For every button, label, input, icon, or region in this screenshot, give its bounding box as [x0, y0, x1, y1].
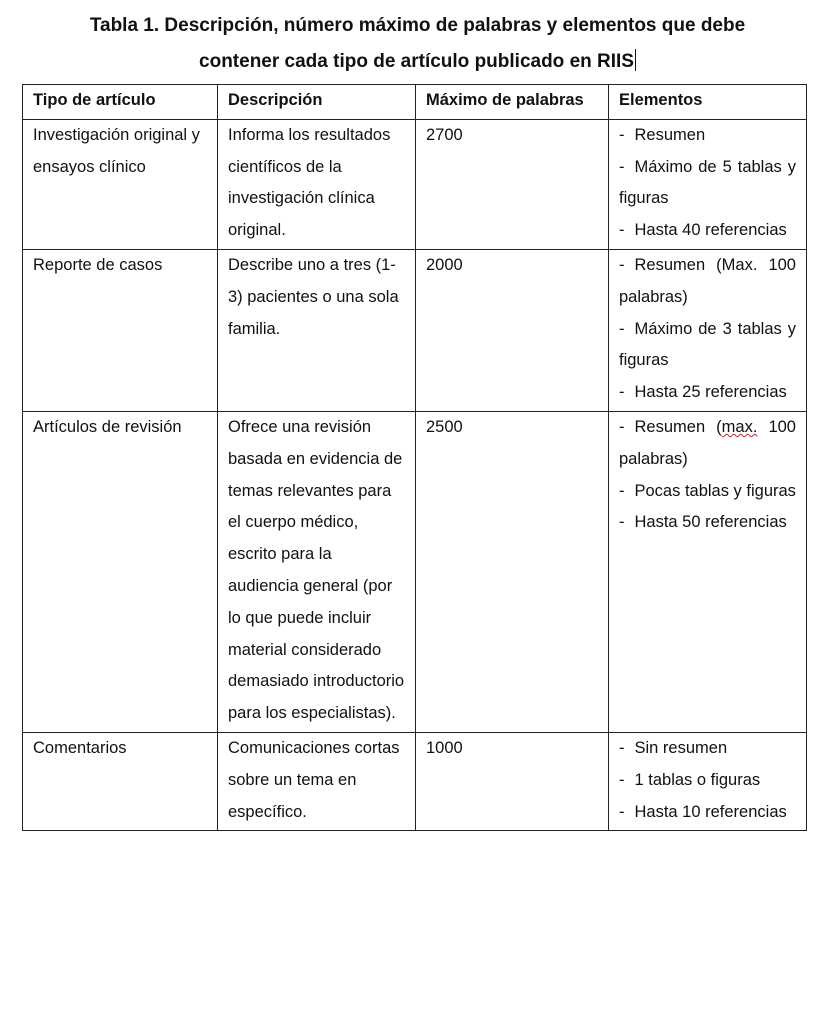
list-item-text: 1 tablas o figuras: [634, 770, 761, 789]
cell-maximo: 2700: [416, 119, 609, 249]
cell-maximo: 2000: [416, 249, 609, 411]
table-row: [23, 732, 807, 830]
list-item: [619, 377, 796, 409]
bullet-dash: -: [619, 770, 625, 789]
bullet-dash: -: [619, 221, 625, 240]
list-item: [619, 507, 796, 539]
text-cursor: [635, 49, 636, 71]
cell-descripcion: Informa los resultados científicos de la investigación clínica original.: [218, 119, 416, 249]
cell-elementos: [609, 249, 807, 411]
bullet-dash: -: [619, 513, 625, 532]
spellcheck-flagged-word: max.: [721, 417, 758, 436]
cell-elementos: [609, 119, 807, 249]
list-item: [619, 797, 796, 829]
cell-descripcion: Ofrece una revisión basada en evidencia de temas relevantes para el cuerpo médico, escrito para la audiencia general (por lo que puede incluir material considerado demasiado introductorio para los especialistas).: [218, 411, 416, 732]
cell-elementos: [609, 411, 807, 732]
list-item-text: Resumen: [634, 125, 706, 144]
bullet-dash: -: [619, 319, 625, 338]
cell-elementos: [609, 732, 807, 830]
bullet-dash: -: [619, 383, 625, 402]
cell-tipo: Artículos de revisión: [23, 411, 218, 732]
list-item: [619, 314, 796, 378]
list-item: [619, 152, 796, 216]
list-item-text: Hasta 50 referencias: [634, 513, 787, 532]
table-row: [23, 411, 807, 732]
list-item-text: 100 palabras): [619, 417, 796, 468]
list-item-text: Hasta 40 referencias: [634, 221, 787, 240]
list-item: [619, 412, 796, 476]
table-row: [23, 249, 807, 411]
list-item-text: Máximo de 3 tablas y figuras: [619, 319, 796, 370]
list-item: [619, 215, 796, 247]
cell-tipo: Investigación original y ensayos clínico: [23, 119, 218, 249]
caption-line-2-text: contener cada tipo de artículo publicado en RIIS: [199, 51, 634, 72]
cell-maximo: 2500: [416, 411, 609, 732]
list-item: [619, 120, 796, 152]
bullet-dash: -: [619, 802, 625, 821]
table-caption: [0, 8, 835, 80]
bullet-dash: -: [619, 481, 625, 500]
list-item: [619, 476, 796, 508]
list-item-text: Hasta 10 referencias: [634, 802, 787, 821]
bullet-dash: -: [619, 125, 625, 144]
bullet-dash: -: [619, 738, 625, 757]
cell-maximo: 1000: [416, 732, 609, 830]
bullet-dash: -: [619, 417, 625, 436]
cell-tipo: Comentarios: [23, 732, 218, 830]
list-item: [619, 250, 796, 314]
list-item-text: Sin resumen: [634, 738, 728, 757]
header-row: [23, 85, 807, 120]
list-item-text: Resumen (Max. 100 palabras): [619, 255, 796, 306]
article-types-table: [22, 84, 807, 831]
list-item-text: Máximo de 5 tablas y figuras: [619, 157, 796, 208]
cell-tipo: Reporte de casos: [23, 249, 218, 411]
header-descripcion: Descripción: [218, 85, 416, 120]
list-item-text: Pocas tablas y figuras: [634, 481, 796, 500]
list-item: [619, 765, 796, 797]
caption-line-1: Tabla 1. Descripción, número máximo de palabras y elementos que debe: [89, 15, 746, 36]
cell-descripcion: Describe uno a tres (1-3) pacientes o una sola familia.: [218, 249, 416, 411]
list-item: [619, 733, 796, 765]
bullet-dash: -: [619, 157, 625, 176]
cell-descripcion: Comunicaciones cortas sobre un tema en específico.: [218, 732, 416, 830]
header-tipo: Tipo de artículo: [23, 85, 218, 120]
table-row: [23, 119, 807, 249]
header-maximo: Máximo de palabras: [416, 85, 609, 120]
caption-line-2: [0, 44, 835, 80]
list-item-text: Resumen (: [634, 417, 722, 436]
bullet-dash: -: [619, 255, 625, 274]
header-elementos: Elementos: [609, 85, 807, 120]
list-item-text: Hasta 25 referencias: [634, 383, 787, 402]
